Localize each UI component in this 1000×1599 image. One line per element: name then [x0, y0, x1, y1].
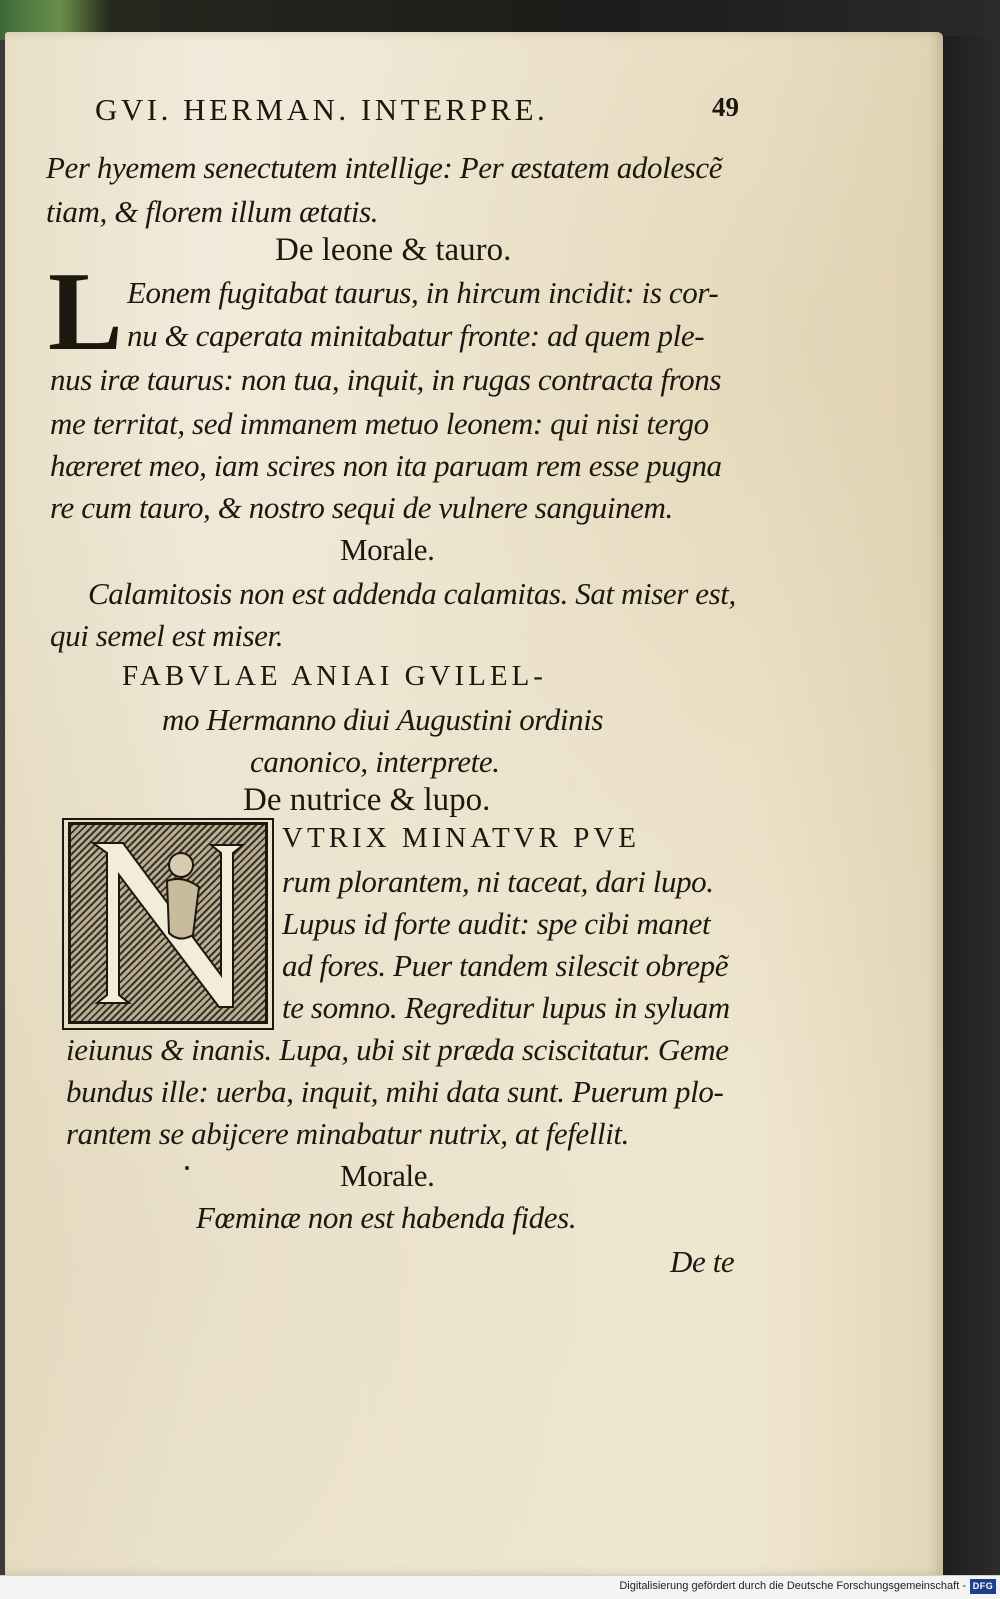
section-heading: mo Hermanno diui Augustini ordinis: [162, 702, 604, 737]
text-line: me territat, sed immanem metuo leonem: qui nisi tergo: [50, 406, 709, 441]
text-line: qui semel est miser.: [50, 618, 284, 653]
text-line: Calamitosis non est addenda calamitas. Sat miser est,: [88, 576, 736, 611]
text-line: Lupus id forte audit: spe cibi manet: [282, 906, 711, 941]
text-line: rantem se abijcere minabatur nutrix, at fefellit.: [66, 1116, 629, 1151]
page-number: 49: [712, 92, 739, 122]
running-head: GVI. HERMAN. INTERPRE.: [95, 92, 549, 127]
moral-heading: Morale.: [340, 1158, 435, 1193]
section-heading: canonico, interprete.: [250, 744, 500, 779]
text-line: hæreret meo, iam scires non ita paruam rem esse pugna: [50, 448, 722, 483]
woodcut-initial: [68, 822, 268, 1024]
drop-capital-initial: L: [48, 250, 123, 374]
text-line: re cum tauro, & nostro sequi de vulnere sanguinem.: [50, 490, 673, 525]
text-line: nus iræ taurus: non tua, inquit, in rugas contracta frons: [50, 362, 722, 397]
dfg-logo: DFG: [970, 1579, 996, 1594]
text-line: bundus ille: uerba, inquit, mihi data sunt. Puerum plo-: [66, 1074, 724, 1109]
section-heading: FABVLAE ANIAI GVILEL-: [122, 660, 547, 692]
scan-background-right: [943, 36, 1000, 1576]
catchword: De te: [670, 1244, 735, 1279]
fable-title: De nutrice & lupo.: [243, 782, 491, 818]
fable-title: De leone & tauro.: [275, 232, 512, 268]
text-line: tiam, & florem illum ætatis.: [46, 194, 379, 229]
text-line: te somno. Regreditur lupus in syluam: [282, 990, 730, 1025]
text-line: ad fores. Puer tandem silescit obrepẽ: [282, 948, 729, 983]
funding-credit: Digitalisierung gefördert durch die Deutsche Forschungsgemeinschaft -: [619, 1580, 966, 1592]
footer-bar: [0, 1575, 1000, 1599]
text-line: Per hyemem senectutem intellige: Per æstatem adolescẽ: [46, 150, 723, 185]
text-line: nu & caperata minitabatur fronte: ad quem ple-: [127, 318, 705, 353]
text-line: ieiunus & inanis. Lupa, ubi sit præda sciscitatur. Geme: [66, 1032, 729, 1067]
text-line: Fœminæ non est habenda fides.: [196, 1200, 577, 1235]
woodcut-letter-n: [71, 825, 265, 1021]
text-line: rum plorantem, ni taceat, dari lupo.: [282, 864, 714, 899]
text-line: Eonem fugitabat taurus, in hircum incidit: is cor-: [127, 275, 719, 310]
ink-speck: [185, 1166, 189, 1170]
moral-heading: Morale.: [340, 532, 435, 567]
text-line: VTRIX MINATVR PVE: [282, 822, 640, 854]
